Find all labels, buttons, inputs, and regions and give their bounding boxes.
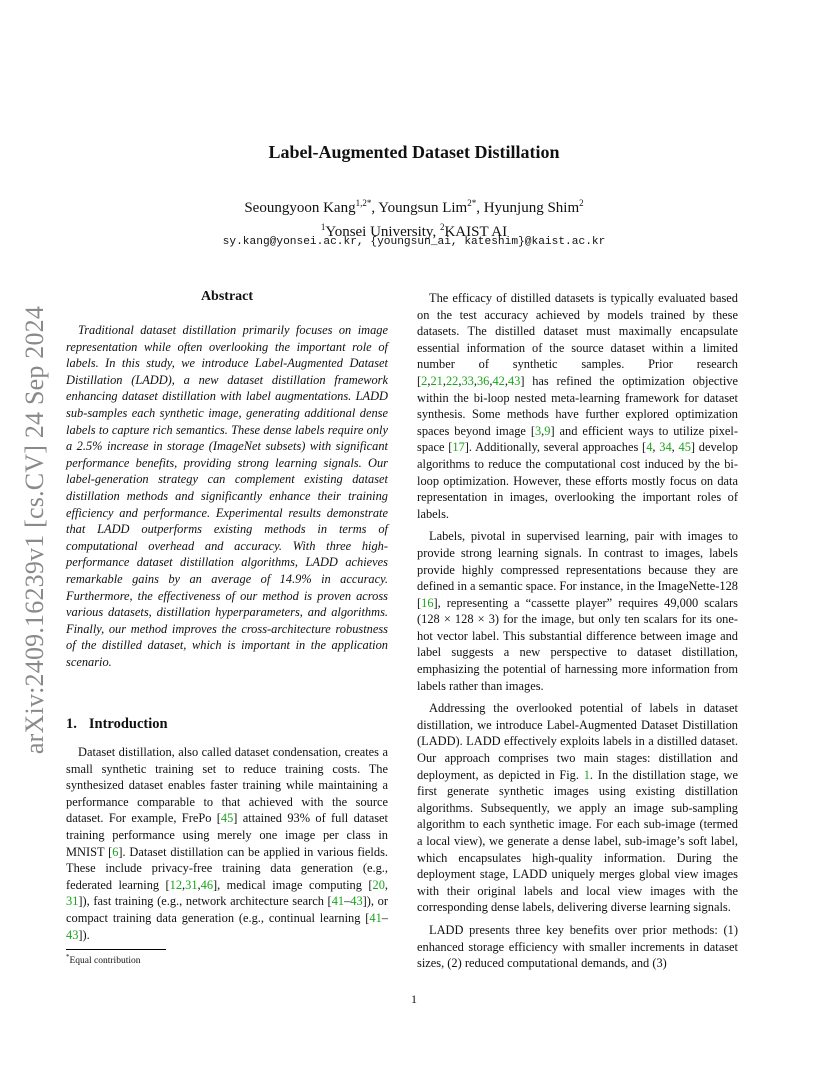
citation-link[interactable]: 43 xyxy=(350,894,363,909)
footnote-divider xyxy=(66,949,166,950)
author-affiliation-mark: 1,2* xyxy=(355,198,372,208)
section-title: Introduction xyxy=(88,716,168,732)
citation-link[interactable]: 31 xyxy=(66,894,79,909)
citation-link[interactable]: 22 xyxy=(445,373,459,388)
citation-link[interactable]: 2 xyxy=(421,373,428,388)
paper-title: Label-Augmented Dataset Distillation xyxy=(268,142,560,162)
author-names: Seoungyoon Kang$^{1,2*}$, Youngsun Lim$^{2*}$, Hyunjung Shim$^2$ xyxy=(244,198,584,216)
footnote xyxy=(66,953,140,966)
body-paragraph: The efficacy of distilled datasets is typically evaluated based on the test accuracy achieved by models trained by these datasets. The distilled dataset must maximally encapsulate essential information of the source dataset within a limited number of synthetic samples. Prior research [2,21,22,33,36,42,43] has refined the optimization objective within the bi-loop nested meta-learning framework for dataset synthesis. Some methods have further explored optimization spaces beyond image [3,9] and efficient ways to utilize pixel-space [17]. Additionally, several approaches [4, 34, 45] develop algorithms to reduce the computational cost induced by the bi-loop optimization. However, these efforts mostly focus on data representation in images, overlooking the important roles of labels. xyxy=(417,291,739,521)
affiliation-mark: 2 xyxy=(439,222,445,232)
abstract-paragraph: Traditional dataset distillation primarily focuses on image representation while often overlooking the important role of labels. In this study, we introduce Label-Augmented Dataset Distillation (LADD), a new dataset distillation framework enhancing dataset distillation with label augmentations. LADD sub-samples each synthetic image, generating additional dense labels to capture rich semantics. These dense labels require only a 2.5% increase in storage (ImageNet subsets) with significant performance benefits, providing strong learning signals. Our label-generation strategy can complement existing dataset distillation methods and significantly enhance their training efficiency and performance. Experimental results demonstrate that LADD outperforms existing methods in terms of computational overhead and accuracy. With three high-performance dataset distillation algorithms, LADD achieves remarkable gains by an average of 14.9% in accuracy. Furthermore, the effectiveness of our method is proven across various datasets, distillation hyperparameters, and algorithms. Finally, our method improves the cross-architecture robustness of the distilled dataset, which is important in the application scenario. xyxy=(66,323,388,669)
citation-link[interactable]: 42 xyxy=(492,373,505,388)
author-emails: sy.kang@yonsei.ac.kr, {youngsun_ai, kateshim}@kaist.ac.kr xyxy=(222,236,606,248)
citation-link[interactable]: 3 xyxy=(534,423,542,438)
citation-link[interactable]: 17 xyxy=(452,440,465,455)
citation-link[interactable]: 41 xyxy=(369,910,382,925)
citation-link[interactable]: 1 xyxy=(583,767,590,782)
citation-link[interactable]: 33 xyxy=(461,373,474,388)
citation-link[interactable]: 31 xyxy=(185,877,198,892)
citation-link[interactable]: 36 xyxy=(476,373,490,388)
affiliation-name: Yonsei University xyxy=(325,224,433,240)
author-name: Seoungyoon Kang xyxy=(244,200,356,216)
body-paragraph: Labels, pivotal in supervised learning, pair with images to provide strong learning signals. In contrast to images, labels provide highly compressed representations because they are defined in a semantic space. For instance, in the ImageNette-128 [16], representing a “cassette player” requires 49,000 scalars (128 × 128 × 3) for the image, but only ten scalars for its one-hot vector label. This substantial difference between image and label suggests a new perspective to dataset distillation, emphasizing the potential of harnessing more information from labels rather than images. xyxy=(417,529,739,693)
citation-link[interactable]: 21 xyxy=(430,373,443,388)
section-heading xyxy=(66,716,168,733)
citation-link[interactable]: 45 xyxy=(678,440,691,455)
abstract-body xyxy=(66,322,388,670)
author-name: Youngsun Lim xyxy=(378,200,468,216)
footnote-text: Equal contribution xyxy=(69,956,141,967)
body-paragraph: LADD presents three key benefits over prior methods: (1) enhanced storage efficiency with smaller increments in dataset sizes, (2) reduced computational demands, and (3) xyxy=(417,922,738,971)
abstract-heading: Abstract xyxy=(200,289,254,304)
body-paragraph: Addressing the overlooked potential of labels in dataset distillation, we introduce Label-Augmented Dataset Distillation (LADD). LADD effectively exploits labels in a distilled dataset. Our approach comprises two main stages: distillation and deployment, as depicted in Fig. 1. In the distillation stage, we first generate synthetic images using existing distillation algorithms. Subsequently, we apply an image sub-sampling algorithm to each synthetic image. For each sub-image (termed a local view), we generate a dense label, sub-image’s soft label, which encapsulates high-quality information. During the deployment stage, LADD uniquely merges global view images with their original labels and local view images with the corresponding dense labels, delivering diverse learning signals. xyxy=(417,701,738,915)
citation-link[interactable]: 20 xyxy=(372,877,385,892)
citation-link[interactable]: 4 xyxy=(646,440,653,455)
author-name: Hyunjung Shim xyxy=(483,200,580,216)
affiliation-name: KAIST AI xyxy=(444,224,508,240)
citation-link[interactable]: 43 xyxy=(507,373,521,388)
citation-link[interactable]: 12 xyxy=(169,877,183,892)
intro-paragraph: Dataset distillation, also called dataset condensation, creates a small synthetic training set to reduce training costs. The synthesized dataset enables faster training while maintaining a performance comparable to that achieved with the source dataset. For example, FrePo [45] attained 93% of full dataset training performance using merely one image per class in MNIST [6]. Dataset distillation can be applied in various fields. These include privacy-free training data generation (e.g., federated learning [12,31,46], medical image computing [20, 31]), fast training (e.g., network architecture search [41–43]), or compact training data generation (e.g., continual learning [41–43]). xyxy=(66,745,388,942)
citation-link[interactable]: 9 xyxy=(544,423,551,438)
introduction-body xyxy=(66,744,388,943)
footnote-mark: * xyxy=(66,953,70,961)
author-affiliation-mark: 2* xyxy=(467,198,477,208)
author-affiliation-mark: 2 xyxy=(579,198,584,208)
citation-link[interactable]: 41 xyxy=(331,894,345,909)
section-number: 1. xyxy=(66,716,77,732)
arxiv-identifier: arXiv:2409.16239v1 [cs.CV] 24 Sep 2024 xyxy=(20,305,49,755)
author-affiliations: $^1$Yonsei University, $^2$KAIST AI xyxy=(320,222,508,240)
citation-link[interactable]: 46 xyxy=(200,877,214,892)
affiliation-mark: 1 xyxy=(320,222,326,232)
right-column xyxy=(417,290,738,972)
citation-link[interactable]: 34 xyxy=(659,440,672,455)
citation-link[interactable]: 6 xyxy=(112,844,119,859)
author-block xyxy=(0,194,828,242)
citation-link[interactable]: 45 xyxy=(220,811,234,826)
page-number: 1 xyxy=(411,992,417,1006)
citation-link[interactable]: 43 xyxy=(66,927,79,942)
citation-link[interactable]: 16 xyxy=(421,595,434,610)
